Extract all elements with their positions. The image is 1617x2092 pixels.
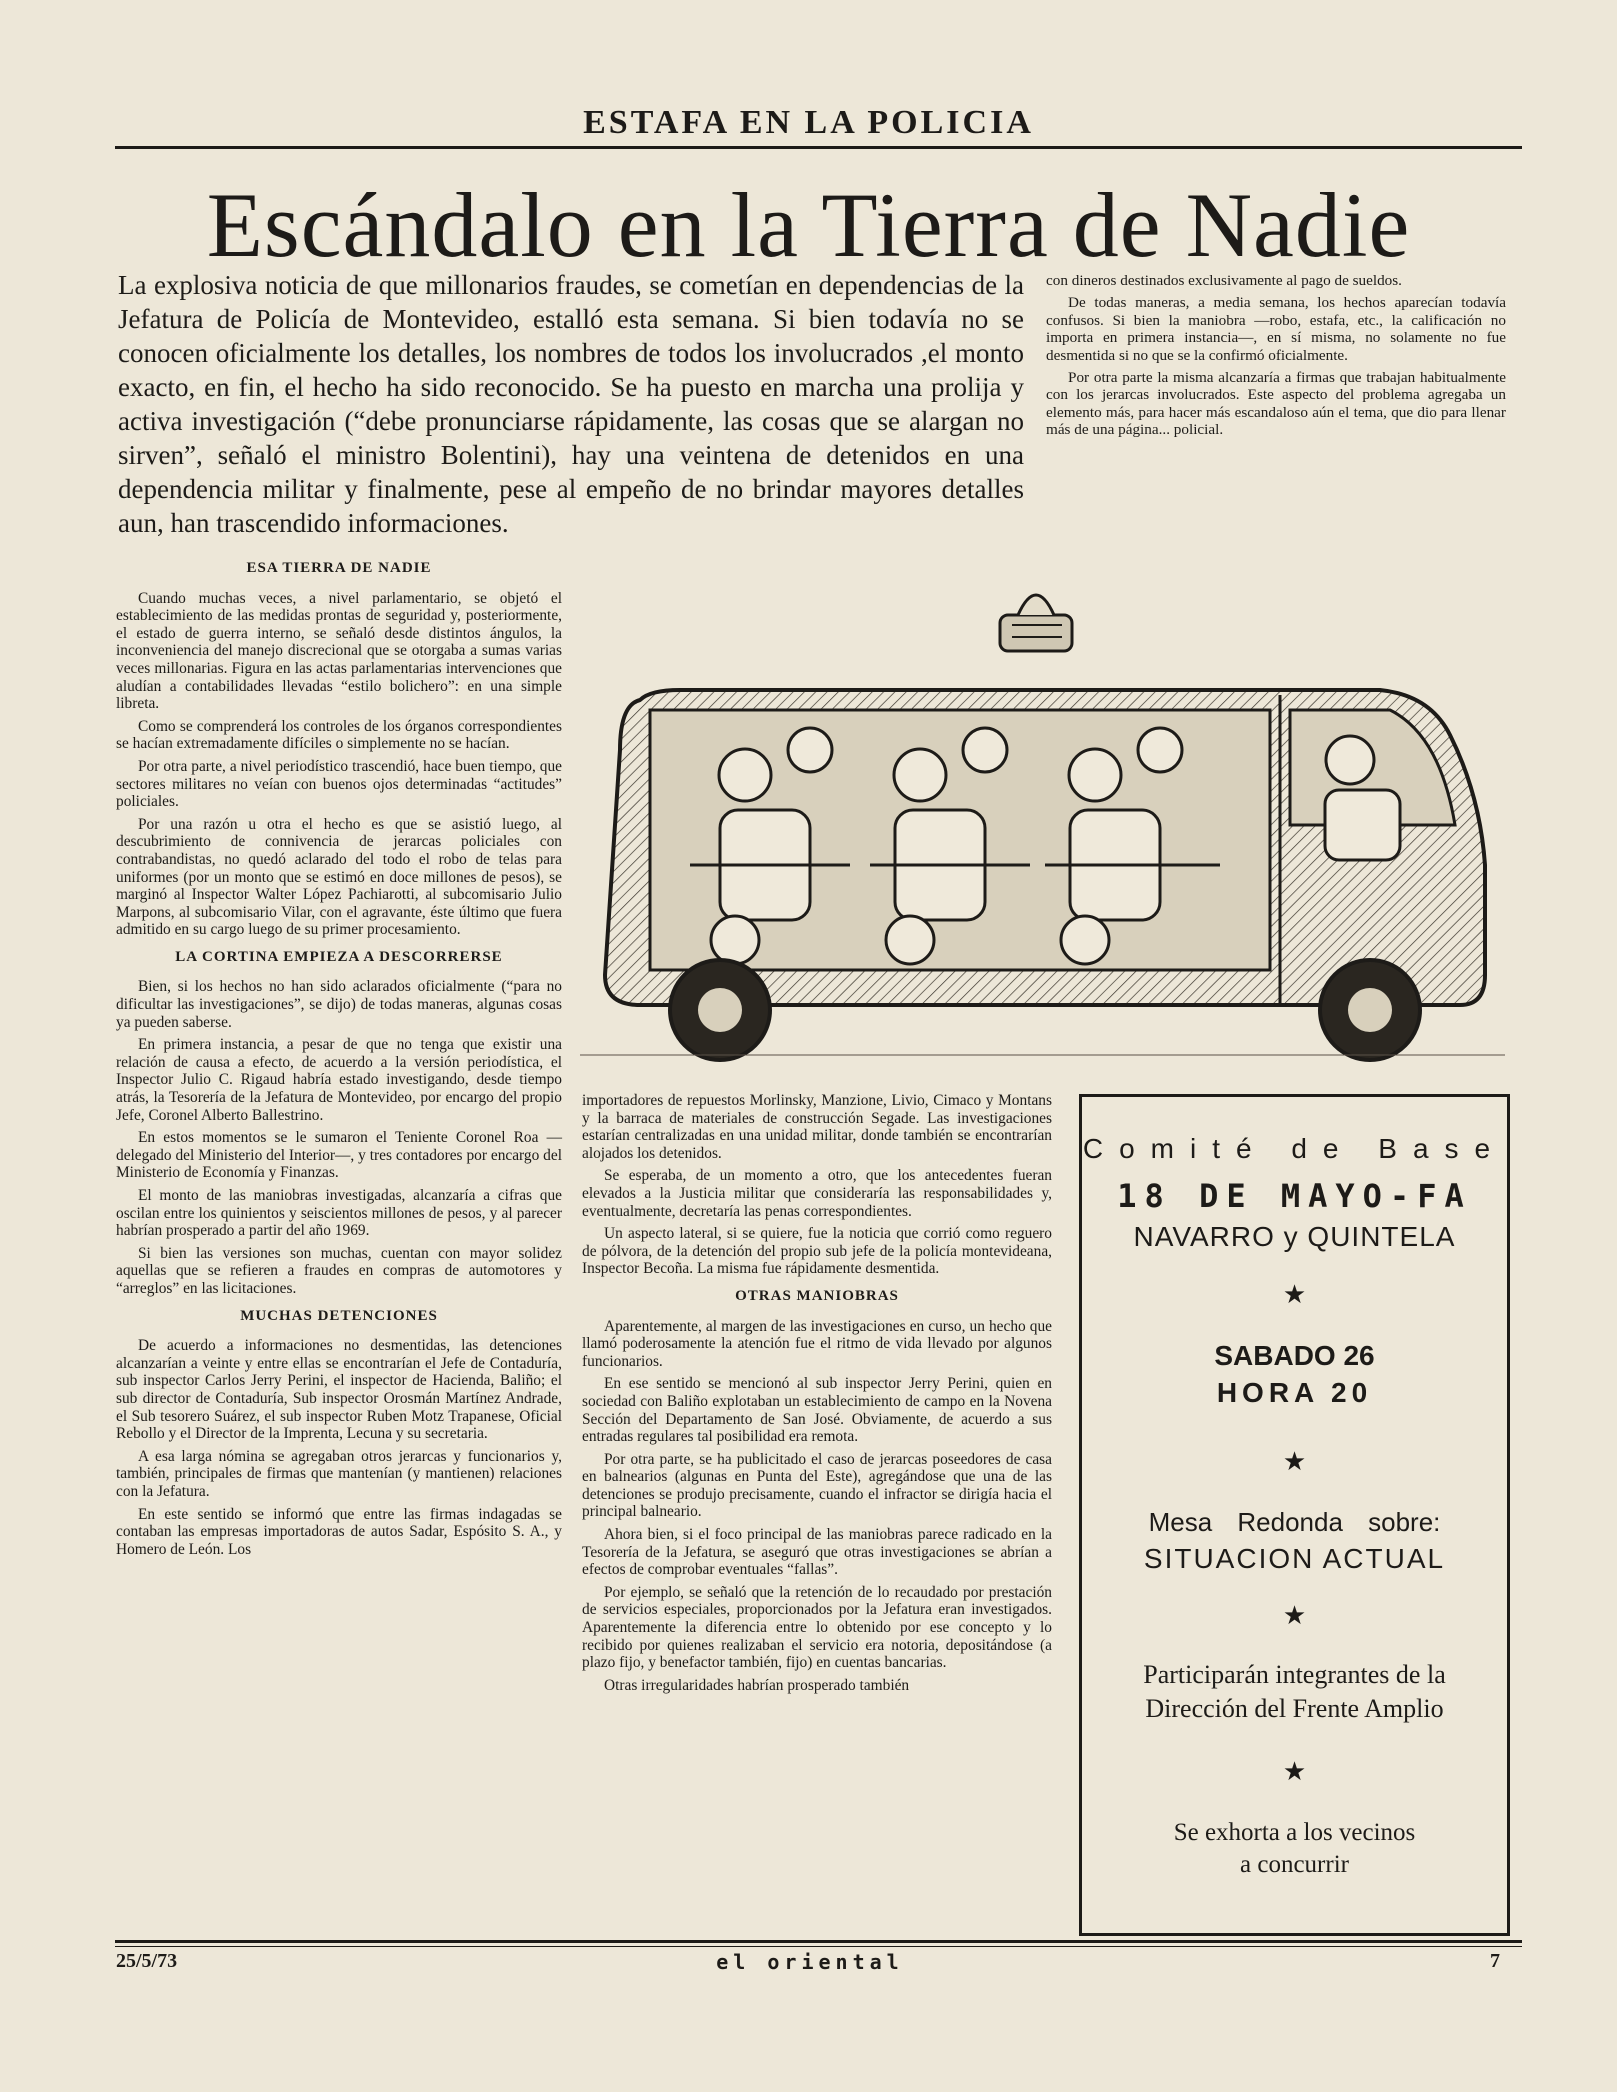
right-top-paragraph: De todas maneras, a media semana, los hechos aparecían todavía confusos. Si bien la maniobra —robo, estafa, etc., la calificación no importa en primera instancia—, en sí misma, no solamente no fue desmentida si no que se la confirmó oficialmente. <box>1046 294 1506 364</box>
siren-light <box>1000 595 1072 651</box>
footer-rule-thin <box>115 1946 1522 1947</box>
article-paragraph: A esa larga nómina se agregaban otros jerarcas y funcionarios y, también, principales de firmas que mantenían (y mantienen) relaciones con la Jefatura. <box>116 1447 562 1500</box>
footer-page-number: 7 <box>1490 1950 1500 1972</box>
middle-column <box>582 1092 1052 1699</box>
article-paragraph: Por una razón u otra el hecho es que se asistió luego, al descubrimiento de connivencia de jerarcas policiales con contrabandistas, no quedó aclarado del todo el robo de telas para uniformes (por un monto que se estimó en doce millones de pesos), se marginó al Inspector Walter López Pachiarotti, al subcomisario Julio Marpons, al subcomisario Vilar, con el agravante, éste último que fuera admitido en su cargo luego de su primer procesamiento. <box>116 815 562 939</box>
subheading: LA CORTINA EMPIEZA A DESCORRERSE <box>175 948 503 965</box>
left-column <box>116 560 562 1563</box>
article-paragraph: En estos momentos se le sumaron el Teniente Coronel Roa —delegado del Ministerio del Interior—, y tres contadores por encargo del Ministerio de Economía y Finanzas. <box>116 1129 562 1182</box>
right-top-paragraph: Por otra parte la misma alcanzaría a firmas que trabajan habitualmente con los jerarcas involucrados. Este aspecto del problema agregaba un elemento más, para hacer más escandaloso aún el tema, que dio para llenar más de una página... policial. <box>1046 369 1506 439</box>
lead-paragraph: La explosiva noticia de que millonarios fraudes, se cometían en dependencias de la Jefatura de Policía de Montevideo, estalló esta semana. Si bien todavía no se conocen oficialmente los detalles, los nombres de todos los involucrados ,el monto exacto, en fin, el hecho ha sido reconocido. Se ha puesto en marcha una prolija y activa investigación (“debe pronunciarse rápidamente, las cosas que se alargan no sirven”, señaló el ministro Bolentini), hay una veintena de detenidos en una dependencia militar y finalmente, pese al empeño de no brindar mayores detalles aun, han trascendido informaciones. <box>118 270 1024 538</box>
section-kicker: ESTAFA EN LA POLICIA <box>583 104 1034 141</box>
ad-date: SABADO 26 <box>1214 1340 1375 1371</box>
headline: Escándalo en la Tierra de Nadie <box>206 174 1411 276</box>
subheading: ESA TIERRA DE NADIE <box>246 560 432 576</box>
van-drawing <box>580 565 1505 1065</box>
footer-date: 25/5/73 <box>116 1950 178 1972</box>
article-paragraph: Se esperaba, de un momento a otro, que los antecedentes fueran elevados a la Justicia militar que consideraría las responsabilidades y, eventualmente, decretaría las penas correspondientes. <box>582 1167 1052 1220</box>
article-paragraph: Por otra parte, se ha publicitado el caso de jerarcas poseedores de casa en balnearios (algunas en Punta del Este), agregándose que una de las detenciones se produjo precisamente, cuando el infractor se dirigía hacia el principal balneario. <box>582 1450 1052 1521</box>
ad-participants: Participarán integrantes de la <box>1143 1660 1446 1689</box>
star-icon: ★ <box>1282 1601 1307 1630</box>
ad-streets: NAVARRO y QUINTELA <box>1133 1221 1456 1252</box>
article-paragraph: Otras irregularidades habrían prosperado también <box>604 1676 910 1694</box>
right-top-column <box>1046 272 1506 444</box>
subheading: MUCHAS DETENCIONES <box>240 1307 438 1324</box>
article-paragraph: importadores de repuestos Morlinsky, Manzione, Livio, Cimaco y Montans y la barraca de materiales de construcción Segade. Las investigaciones estarían centralizadas en una unidad militar, donde también se encontrarían alojados los detenidos. <box>582 1092 1052 1162</box>
event-announcement <box>1079 1094 1510 1936</box>
article-paragraph: En este sentido se informó que entre las firmas indagadas se contaban las empresas importadoras de autos Sadar, Espósito S. A., y Homero de León. Los <box>116 1505 562 1558</box>
article-paragraph: De acuerdo a informaciones no desmentidas, las detenciones alcanzarían a veinte y entre ellas se encontrarían el Jefe de Contaduría, sub inspector Carlos Jerry Perini, el inspector de Hacienda, Baliño; el sub director de Contaduría, Sub inspector Orosmán Martínez Andrade, el Sub tesorero Suárez, el sub inspector Ruben Motz Trapanese, Oficial Rebollo y el Director de la Imprenta, Lecuna y su secretaria. <box>116 1337 562 1443</box>
article-paragraph: Por otra parte, a nivel periodístico trascendió, hace buen tiempo, que sectores militares no veían con buenos ojos determinadas “actitudes” policiales. <box>116 757 562 811</box>
article-paragraph: Como se comprenderá los controles de los órganos correspondientes se hacían extremadamente difíciles o simplemente no se hacían. <box>116 717 562 753</box>
ad-participants-org: Dirección del Frente Amplio <box>1145 1694 1444 1723</box>
article-paragraph: Por ejemplo, se señaló que la retención de lo recaudado por prestación de servicios especiales, proporcionados por la Jefatura eran investigados. Aparentemente la diferencia entre lo obtenido por ese concepto y lo recibido por quienes realizaban el servicio era notoria, depositándose (a plazo fijo, y benefactor también, fijo) en cuentas bancarias. <box>582 1583 1052 1672</box>
article-paragraph: Un aspecto lateral, si se quiere, fue la noticia que corrió como reguero de pólvora, de la detención del propio sub jefe de la policía montevideana, Inspector Becoña. La misma fue rápidamente desmentida. <box>582 1225 1052 1278</box>
ad-exhort: Se exhorta a los vecinos <box>1173 1819 1416 1846</box>
ad-topic: SITUACION ACTUAL <box>1143 1543 1446 1574</box>
ad-exhort-2: a concurrir <box>1240 1851 1349 1878</box>
footer-rule <box>115 1940 1522 1943</box>
footer-paper-name: el oriental <box>716 1950 904 1974</box>
article-paragraph: Cuando muchas veces, a nivel parlamentario, se objetó el establecimiento de las medidas prontas de seguridad y, posteriormente, el estado de guerra interno, se señaló desde distintos ángulos, la inconveniencia del manejo discrecional que se otorgaba a sumas varias veces millonarias. Figura en las actas parlamentarias intervenciones que aludían a contabilidades llevadas “estilo bolichero”: en una simple libreta. <box>116 589 562 713</box>
right-top-paragraph: con dineros destinados exclusivamente al pago de sueldos. <box>1046 272 1402 289</box>
article-paragraph: En ese sentido se mencionó al sub inspector Jerry Perini, quien en sociedad con Baliño explotaban un establecimiento de campo en la Novena Sección del Departamento de San José. Obviamente, de acuerdo a sus entradas regulares tal posibilidad era remota. <box>582 1375 1052 1446</box>
kicker-rule <box>115 146 1522 149</box>
star-icon: ★ <box>1282 1280 1307 1309</box>
article-paragraph: El monto de las maniobras investigadas, alcanzaría a cifras que oscilan entre los quinientos y seiscientos millones de pesos, y al parecer habrían prosperado a partir del año 1969. <box>116 1187 562 1240</box>
subheading: OTRAS MANIOBRAS <box>735 1287 899 1304</box>
article-paragraph: En primera instancia, a pesar de que no tenga que existir una relación de causa a efecto, de acuerdo a la versión periodística, el Inspector Julio C. Rigaud habría estado investigando, desde tiempo atrás, la Tesorería de la Jefatura de Montevideo, por encargo del propio Jefe, Coronel Alberto Ballestrino. <box>116 1036 562 1124</box>
article-paragraph: Si bien las versiones son muchas, cuentan con mayor solidez aquellas que se refieren a fraudes en compras de automotores y “arreglos” en las licitaciones. <box>116 1244 562 1297</box>
article-paragraph: Bien, si los hechos no han sido aclarados oficialmente (“para no dificultar las investigaciones”, se dijo) de todas maneras, algunas cosas ya pueden saberse. <box>116 978 562 1031</box>
police-van-illustration <box>580 565 1505 1065</box>
ad-time: HORA 20 <box>1216 1377 1373 1408</box>
star-icon: ★ <box>1282 1757 1307 1786</box>
ad-topic-label: Mesa Redonda sobre: <box>1148 1507 1441 1537</box>
article-paragraph: Ahora bien, si el foco principal de las maniobras parece radicado en la Tesorería de la Jefatura, se aseguró que otras investigaciones se abrían a efectos de comprobar eventuales “fallas”. <box>582 1526 1052 1579</box>
ad-committee: Comité de Base <box>1082 1133 1507 1164</box>
article-paragraph: Aparentemente, al margen de las investigaciones en curso, un hecho que llamó poderosamente la atención fue el ritmo de vida llevado por algunos funcionarios. <box>582 1317 1052 1370</box>
star-icon: ★ <box>1282 1447 1307 1476</box>
ad-committee-name: 18 DE MAYO-FA <box>1117 1177 1472 1215</box>
